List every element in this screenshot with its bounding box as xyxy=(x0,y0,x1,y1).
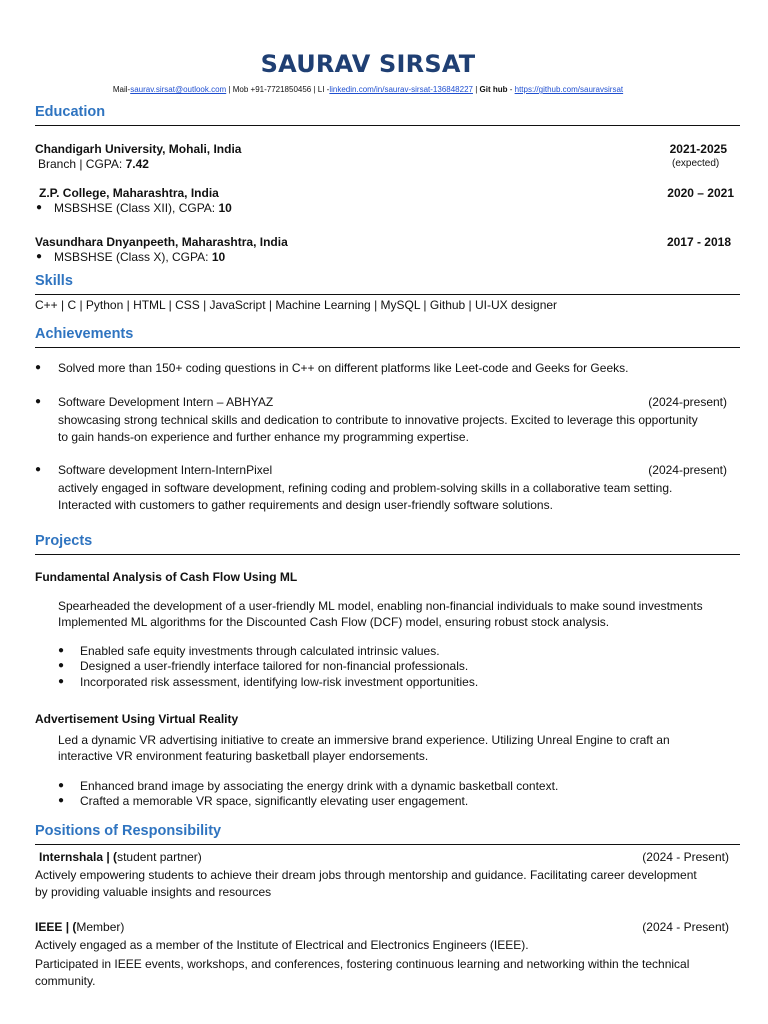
education-detail xyxy=(38,157,149,171)
education-dates: 2020 – 2021 xyxy=(667,186,734,200)
resume-name: SAURAV SIRSAT xyxy=(260,50,476,78)
project-bullet: Enabled safe equity investments through calculated intrinsic values. xyxy=(80,644,440,658)
section-divider xyxy=(35,294,740,295)
bullet-icon: ● xyxy=(35,362,42,373)
position-org: IEEE xyxy=(35,920,63,934)
education-institution: Vasundhara Dnyanpeeth, Maharashtra, India xyxy=(35,235,288,249)
position-description: community. xyxy=(35,974,96,988)
education-detail xyxy=(54,250,225,264)
education-dates: 2017 - 2018 xyxy=(666,235,731,249)
position-description: by providing valuable insights and resources xyxy=(35,885,272,899)
linkedin-link[interactable]: linkedin.com/in/saurav-sirsat-136848227 xyxy=(329,85,473,94)
section-divider xyxy=(35,125,740,126)
education-cgpa: 10 xyxy=(211,250,226,264)
project-description: interactive VR environment featuring basketball player endorsements. xyxy=(58,749,429,763)
education-detail-label: MSBSHSE (Class X), CGPA: xyxy=(54,250,212,264)
position-header xyxy=(39,850,202,864)
contact-separator: - xyxy=(507,85,515,94)
position-dates: (2024 - Present) xyxy=(642,850,729,864)
position-role: student partner) xyxy=(117,850,202,864)
project-bullet: Enhanced brand image by associating the energy drink with a dynamic basketball context. xyxy=(80,779,559,793)
email-link[interactable]: saurav.sirsat@outlook.com xyxy=(130,85,227,94)
section-title-projects: Projects xyxy=(35,533,93,549)
project-description: Led a dynamic VR advertising initiative to create an immersive brand experience. Utilizing Unreal Engine to craft an xyxy=(58,733,670,747)
achievement-description: showcasing strong technical skills and dedication to contribute to innovative projects. Excited to leverage this opportunity xyxy=(58,413,698,427)
skills-list: C++ | C | Python | HTML | CSS | JavaScript | Machine Learning | MySQL | Github | UI-UX designer xyxy=(35,298,558,312)
position-role: Member) xyxy=(76,920,125,934)
bullet-icon: ● xyxy=(58,645,65,656)
achievement-item: Software development Intern-InternPixel xyxy=(58,463,273,477)
project-bullet: Crafted a memorable VR space, significantly elevating user engagement. xyxy=(80,794,469,808)
education-institution: Chandigarh University, Mohali, India xyxy=(35,142,242,156)
section-divider xyxy=(35,347,740,348)
achievement-description: actively engaged in software development, refining coding and problem-solving skills in a collaborative team setting. xyxy=(58,481,673,495)
section-divider xyxy=(35,844,740,845)
position-description: Actively empowering students to achieve their dream jobs through mentorship and guidance. Facilitating career development xyxy=(35,868,697,882)
section-title-education: Education xyxy=(35,104,106,120)
contact-separator: | xyxy=(472,85,480,94)
github-label: Git hub xyxy=(479,85,508,94)
achievement-item: Solved more than 150+ coding questions in C++ on different platforms like Leet-code and Geeks for Geeks. xyxy=(58,361,629,375)
bullet-icon: ● xyxy=(58,676,65,687)
project-title: Advertisement Using Virtual Reality xyxy=(35,712,239,726)
education-detail-label: Branch | CGPA: xyxy=(38,157,126,171)
achievement-description: Interacted with customers to gather requirements and design user-friendly software solutions. xyxy=(58,498,553,512)
position-description: Actively engaged as a member of the Institute of Electrical and Electronics Engineers (IEEE). xyxy=(35,938,529,952)
project-title: Fundamental Analysis of Cash Flow Using ML xyxy=(35,570,298,584)
education-detail xyxy=(54,201,232,215)
github-link[interactable]: https://github.com/sauravsirsat xyxy=(514,85,624,94)
achievement-item: Software Development Intern – ABHYAZ xyxy=(58,395,274,409)
mail-label: Mail- xyxy=(112,85,131,94)
education-cgpa: 10 xyxy=(218,201,232,215)
bullet-icon: ● xyxy=(36,251,43,262)
section-title-achievements: Achievements xyxy=(35,326,134,342)
contact-line xyxy=(0,85,736,94)
education-cgpa: 7.42 xyxy=(125,157,149,171)
project-description: Spearheaded the development of a user-friendly ML model, enabling non-financial individuals to make sound investments xyxy=(58,599,703,613)
position-separator: | ( xyxy=(62,920,77,934)
bullet-icon: ● xyxy=(35,396,42,407)
bullet-icon: ● xyxy=(36,202,43,213)
bullet-icon: ● xyxy=(58,660,65,671)
achievement-dates: (2024-present) xyxy=(648,463,727,477)
education-dates: 2021-2025 xyxy=(669,142,727,156)
contact-separator: | Mob +91-7721850456 | LI - xyxy=(226,85,330,94)
project-description: Implemented ML algorithms for the Discounted Cash Flow (DCF) model, ensuring robust stock analysis. xyxy=(58,615,610,629)
bullet-icon: ● xyxy=(58,795,65,806)
achievement-dates: (2024-present) xyxy=(648,395,727,409)
position-org: Internshala xyxy=(39,850,104,864)
position-dates: (2024 - Present) xyxy=(642,920,729,934)
bullet-icon: ● xyxy=(58,780,65,791)
education-note: (expected) xyxy=(672,158,720,169)
section-title-skills: Skills xyxy=(35,273,73,289)
position-description: Participated in IEEE events, workshops, and conferences, fostering continuous learning and networking within the technical xyxy=(35,957,690,971)
education-detail-label: MSBSHSE (Class XII), CGPA: xyxy=(54,201,219,215)
section-title-positions: Positions of Responsibility xyxy=(35,823,222,839)
position-separator: | ( xyxy=(103,850,118,864)
project-bullet: Incorporated risk assessment, identifying low-risk investment opportunities. xyxy=(80,675,479,689)
education-institution: Z.P. College, Maharashtra, India xyxy=(39,186,219,200)
achievement-description: to gain hands-on experience and further enhance my programming expertise. xyxy=(58,430,469,444)
position-header xyxy=(35,920,124,934)
bullet-icon: ● xyxy=(35,464,42,475)
section-divider xyxy=(35,554,740,555)
project-bullet: Designed a user-friendly interface tailored for non-financial professionals. xyxy=(80,659,469,673)
